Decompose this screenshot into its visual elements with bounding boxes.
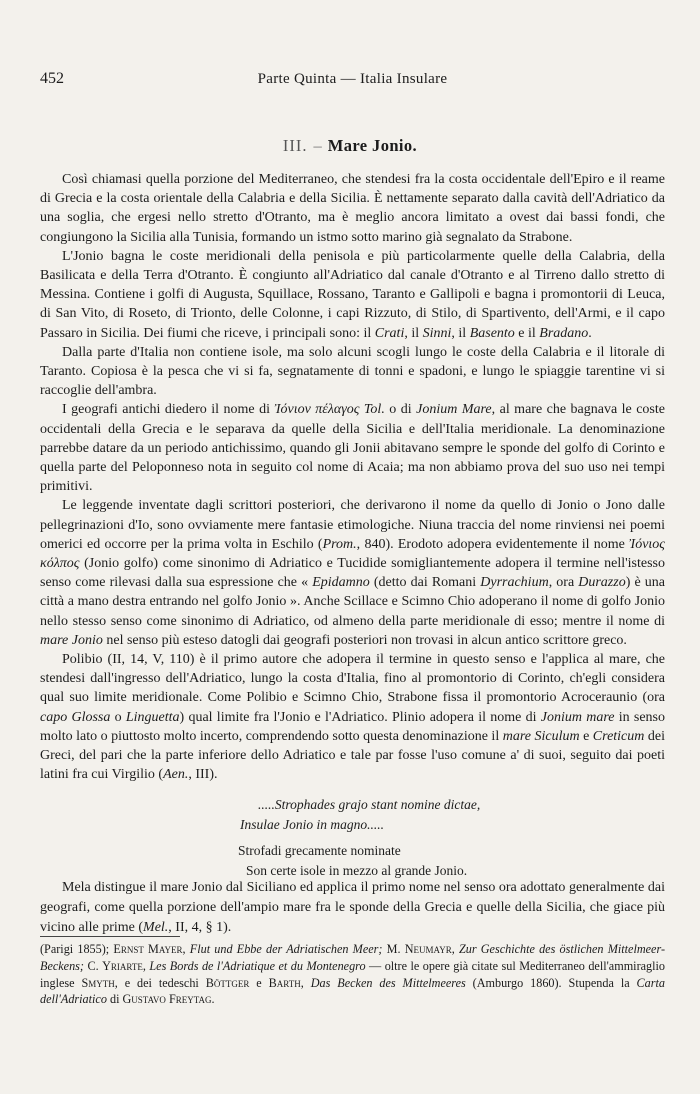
verse-latin-line-2: Insulae Jonio in magno..... [240,817,384,832]
place-name: mare Jonio [40,632,103,648]
text-run: , [451,942,459,956]
page-number: 452 [40,70,64,87]
latin-term: Jonium mare [540,709,615,725]
section-number: III. [282,136,308,155]
author-name: Böttger [205,975,250,990]
text-run: o di [384,402,417,418]
text-run: L'Jonio bagna le coste meridionali della penisola e più particolarmente quelle della Calabria, della Basilicata e della Terra d'Otranto. È congiunto all'Adriatico dal canale d'Otranto e al Tirreno dallo stretto di Messina. Contiene i golfi di Augusta, Squillace, Rossano, Taranto e Gallipoli e bagna i promontorii di Leuca, di San Vito, di Roseto, di Trionto, delle Colonne, i capi Rizzuto, di Stilo, di Spartivento, dell'Armi, e il capo Passaro in Sicilia. Dei fiumi che riceve, i principali sono: il [40,248,665,341]
text-run: , il [404,325,423,341]
map-title: Carta dell'Adriatico [40,975,665,1007]
text-run: (Jonio golfo) come sinonimo di Adriatico e Tucidide somigliantemente adopera il termine nell'istesso senso come rilevasi dalla sua espressione che « [40,556,665,591]
text-run: , ora [548,575,579,591]
place-name: Epidamno [312,575,370,591]
latin-term: Jonium Mare [416,402,492,418]
author-name: Barth [268,975,301,990]
place-name: Durazzo [578,575,626,591]
paragraph-7 [40,878,665,938]
text-run: I geografi antichi diedero il nome di [62,402,275,418]
footnote-text [40,941,665,1008]
text-run: , II, 4, § 1). [168,920,232,935]
citation: Prom. [322,536,357,552]
place-name: Linguetta [125,709,180,725]
text-run: . [588,325,592,341]
book-title: Flut und Ebbe der Adriatischen Meer; [189,942,383,956]
citation: Tol. [363,402,385,418]
paragraph-3: Dalla parte d'Italia non contiene isole, ma solo alcuni scogli lungo le coste della Calabria e il litorale di Taranto. Copiosa è la pesca che vi si fa, segnatamente di tonni e spadoni, e lungo le spiaggie tarentine vi si raccoglie dell'ambra. [40,344,665,399]
footnote [40,941,665,1008]
author-name: Ernst Mayer [113,942,183,956]
text-run: o [110,709,126,725]
text-run: Le leggende inventate dagli scrittori posteriori, che derivarono il nome da quello di Jonio o Jono dalle pellegrinazioni d'Io, sono ovviamente mere fantasie etimologiche. Niuna traccia del nome rinviensi nei poemi omerici ed occorre per la prima volta in Eschilo ( [40,498,665,552]
book-title: Zur Geschichte des östlichen Mittelmeer-Beckens; [40,942,666,973]
author-name: Smyth [81,975,115,990]
text-run: , [300,975,311,990]
text-run: , e dei tedeschi [114,975,206,990]
citation: Mel. [143,920,169,935]
text-run: , III). [188,767,218,783]
running-title: Parte Quinta — Italia Insulare [257,71,448,87]
paragraph-5 [40,496,665,650]
river-name: Bradano [539,325,589,341]
citation: Aen. [163,767,189,783]
text-run: (detto dai Romani [369,575,481,591]
text-run: , 840). Erodoto adopera evidentemente il nome [356,536,630,552]
author-name: Neumayr [404,942,452,956]
text-run: nel senso più esteso datogli dai geografi posteriori non trovasi in alcun antico scrittore greco. [102,632,627,648]
latin-term: mare Siculum [502,728,580,744]
section-title: Mare Jonio. [327,136,418,155]
book-title: Das Becken des Mittelmeeres [310,975,466,990]
text-run: M. [382,942,405,956]
paragraph-6 [40,650,665,784]
verse-italian-line-2: Son certe isole in mezzo al grande Jonio. [246,863,468,878]
text-run: , al mare che bagnava le coste occidentali della Grecia e le separava da quelle della Sicilia e dell'Italia meridionale. La denominazione parrebbe datare da un periodo antichissimo, quando gli Jonii abitavano sempre le sponde del golfo di Corinto e quella parte del Peloponneso nota in seguito col nome di Acaia; ma non abbiamo prova del suo uso nei tempi primitivi. [40,402,665,495]
verse-italian-line-1: Strofadi grecamente nominate [238,843,401,858]
paragraph-2 [40,247,665,343]
closing-paragraph [40,878,665,938]
text-run: , il [451,325,470,341]
verse-latin-line-1: .....Strophades grajo stant nomine dictae, [258,797,481,812]
greek-term: Ἰόνιος κόλπος [40,536,665,572]
text-run: ) qual limite fra l'Jonio e l'Adriatico. Plinio adopera il nome di [179,709,541,725]
text-run: Mela distingue il mare Jonio dal Siciliano ed applica il primo nome nel senso ora adottato generalmente dai geografi, come quella porzione dell'ampio mare fra le sponde della Grecia e quelle della Sicilia, che giace più vicino alle prime ( [40,880,665,935]
text-run: e il [514,325,540,341]
text-run: Polibio (II, 14, V, 110) è il primo autore che adopera il termine in questo senso e l'applica al mare, che stendesi dall'ingresso dell'Adriatico, lungo la costa d'Italia, fino al promontorio di Corinto, ch'egli considera qual suo limite meridionale. Come Polibio e Scimno Chio, Strabone fissa il promontorio Acroceraunio (ora [40,652,665,706]
body-text [40,170,665,785]
text-run: (Parigi 1855); [40,942,114,956]
text-run: , [182,942,190,956]
river-name: Basento [469,325,515,341]
heading-dash: – [313,136,322,155]
book-title: Les Bords de l'Adriatique et du Montenegro [149,958,366,973]
text-run: e [579,728,593,744]
verse-quotation [236,795,566,881]
author-name: Yriarte [102,958,143,973]
text-run: dei Greci, del pari che la parte inferiore dello Adriatico e tale par fosse l'uso comune a' di suoi, seguito dai poeti latini fra cui Virgilio ( [40,728,665,783]
footnote-rule [40,936,180,937]
text-run: e [249,975,269,990]
section-heading [0,136,700,156]
paragraph-4 [40,400,665,496]
place-name: capo Glossa [40,709,111,725]
river-name: Crati [374,325,405,341]
latin-term: Creticum [592,728,645,744]
river-name: Sinni [422,325,452,341]
greek-term: Ἰόνιον πέλαγος [274,402,360,418]
text-run: in senso molto lato o piuttosto molto incerto, comprendendo sotto questa denominazione il [40,709,665,744]
running-head [40,70,665,90]
text-run: — oltre le opere già citate sul Mediterraneo dell'ammiraglio inglese [40,958,665,990]
place-name: Dyrrachium [480,575,549,591]
text-run: di [106,992,123,1007]
text-run: , [142,958,150,973]
paragraph-1: Così chiamasi quella porzione del Mediterraneo, che stendesi fra la costa occidentale dell'Epiro e il reame di Grecia e la costa orientale della Calabria e della Sicilia. È nettamente separato dalla cavità dell'Adriatico da una soglia, che ergesi nello stretto d'Otranto, ma è meglio ancora limitato a ovest dai bassi fondi, che congiungono la Sicilia alla Tunisia, formando un istmo sotto marino già segnalato da Strabone. [40,172,665,245]
text-run: (Amburgo 1860). Stupenda la [465,975,637,990]
author-name: Gustavo Freytag [122,992,212,1007]
text-run: . [211,992,215,1007]
text-run: C. [83,958,103,973]
text-run: ) è una città a mano destra entrando nel golfo Jonio ». Anche Scillace e Scimno Chio adoperano il nome di golfo Jonio nello stesso senso come sinonimo di Adriatico, od almeno della parte meridionale di esso; mentre il nome di [40,575,665,629]
